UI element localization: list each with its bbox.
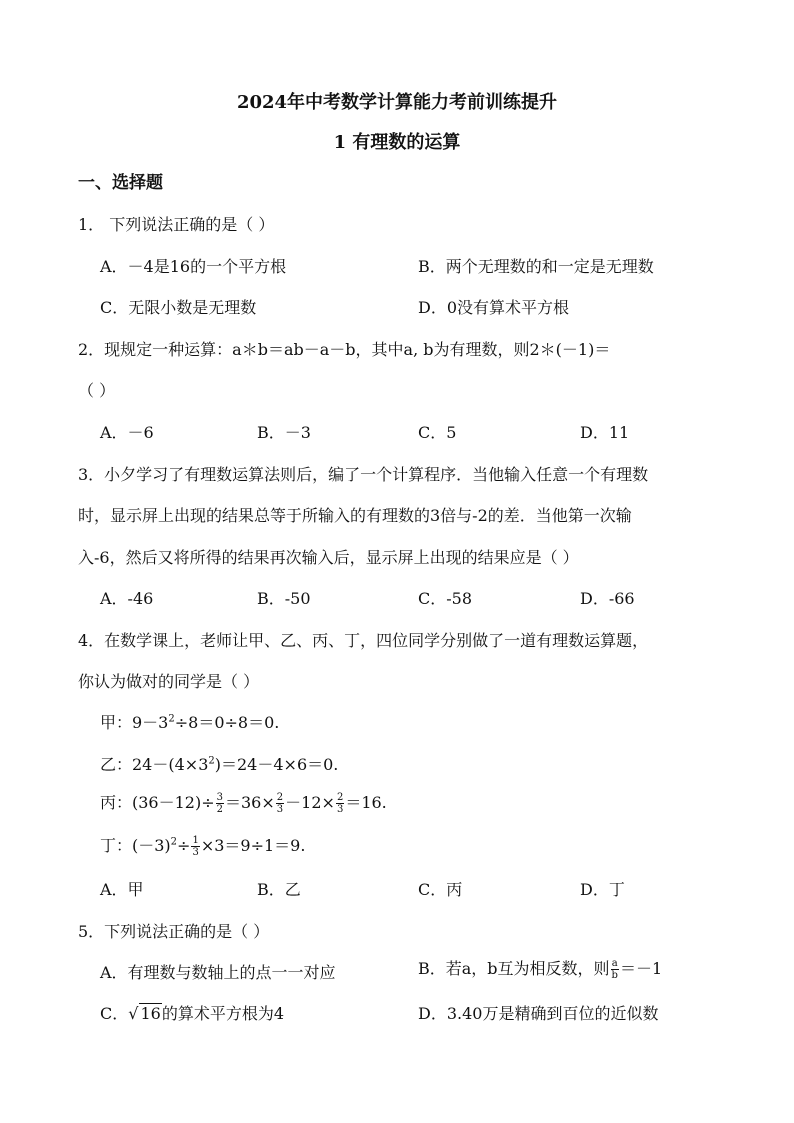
- q4-ding-fraction: [191, 835, 199, 858]
- q4-bing-mid-1: ＝36×: [225, 793, 275, 812]
- q5-option-b-end: ＝－1: [619, 959, 663, 978]
- q4-bing-fraction-2: [276, 792, 284, 815]
- q4-bing-prefix: 丙：(36－12)÷: [100, 793, 215, 812]
- sqrt-radical-icon: √: [128, 1004, 139, 1023]
- q5-option-b: [418, 956, 662, 981]
- q4-jia-expression: [100, 710, 279, 733]
- q2-option-b: B．－3: [257, 423, 311, 442]
- fraction-numerator: a: [611, 958, 618, 969]
- q2-option-a: A．－6: [100, 423, 154, 442]
- q4-option-a: A．甲: [100, 880, 144, 899]
- q4-bing-expression: [100, 790, 387, 815]
- page-subtitle: 1 有理数的运算: [333, 132, 461, 153]
- q4-bing-fraction-1: [216, 792, 224, 815]
- q4-jia-rest: ÷8＝0÷8＝0.: [174, 713, 280, 732]
- q4-yi-prefix: 乙：24－(4×3: [100, 755, 209, 774]
- q4-yi-exponent: 2: [208, 755, 215, 767]
- section-heading: 一、选择题: [78, 173, 163, 193]
- q4-option-b: B．乙: [257, 880, 301, 899]
- fraction-numerator: 2: [276, 792, 284, 803]
- q4-bing-mid-2: －12×: [285, 793, 335, 812]
- fraction-denominator: 3: [336, 804, 344, 815]
- q4-line-1: 4．在数学课上，老师让甲、乙、丙、丁，四位同学分别做了一道有理数运算题，: [78, 631, 649, 650]
- q5-option-c-end: 的算术平方根为4: [161, 1004, 284, 1023]
- q4-bing-end: ＝16.: [345, 793, 387, 812]
- fraction-numerator: 3: [216, 792, 223, 803]
- q1-option-a: A．－4是16的一个平方根: [100, 257, 287, 276]
- fraction-numerator: 2: [336, 792, 344, 803]
- fraction-denominator: 3: [192, 847, 199, 858]
- q3-option-c: C．-58: [418, 589, 473, 608]
- q4-bing-fraction-3: [336, 792, 344, 815]
- page-title: 2024年中考数学计算能力考前训练提升: [236, 92, 558, 113]
- q1-stem: 1． 下列说法正确的是（ ）: [78, 215, 275, 234]
- q4-ding-exponent: 2: [170, 836, 178, 848]
- q4-ding-expression: [100, 833, 305, 858]
- q5-option-b-fraction: [611, 958, 619, 981]
- q4-jia-exponent: 2: [168, 713, 175, 725]
- fraction-numerator: 1: [192, 835, 199, 846]
- q4-option-c: C．丙: [418, 880, 463, 899]
- q3-line-2: 时，显示屏上出现的结果总等于所输入的有理数的3倍与-2的差．当他第一次输: [78, 506, 632, 525]
- fraction-denominator: 2: [216, 804, 223, 815]
- q4-ding-end: ×3＝9÷1＝9.: [200, 836, 306, 855]
- q4-ding-divide: ÷: [177, 836, 191, 855]
- fraction-denominator: b: [611, 970, 618, 981]
- q2-option-d: D．11: [580, 423, 630, 442]
- q3-option-d: D．-66: [580, 589, 635, 608]
- q3-option-b: B．-50: [257, 589, 311, 608]
- q1-option-d: D．0没有算术平方根: [418, 298, 570, 317]
- q5-stem: 5．下列说法正确的是（ ）: [78, 922, 270, 941]
- q1-option-b: B．两个无理数的和一定是无理数: [418, 257, 654, 276]
- q5-option-a: A．有理数与数轴上的点一一对应: [100, 963, 336, 982]
- q3-line-1: 3．小夕学习了有理数运算法则后，编了一个计算程序．当他输入任意一个有理数: [78, 465, 649, 484]
- q1-option-c: C．无限小数是无理数: [100, 298, 257, 317]
- q5-option-c: [100, 1001, 284, 1024]
- q4-line-2: 你认为做对的同学是（ ）: [78, 672, 260, 691]
- q2-answer-paren: （ ）: [78, 381, 116, 400]
- fraction-denominator: 3: [276, 804, 284, 815]
- q4-jia-prefix: 甲：9－3: [100, 713, 169, 732]
- q4-ding-prefix: 丁：(－3): [100, 836, 171, 855]
- q4-yi-rest: )＝24－4×6＝0.: [214, 755, 339, 774]
- q2-option-c: C．5: [418, 423, 457, 442]
- q3-option-a: A．-46: [100, 589, 154, 608]
- q4-option-d: D．丁: [580, 880, 625, 899]
- q2-stem: 2．现规定一种运算：a＊b＝ab－a－b，其中a, b为有理数，则2＊(－1)＝: [78, 340, 611, 359]
- q5-option-d: D．3.40万是精确到百位的近似数: [418, 1004, 659, 1023]
- q4-yi-expression: [100, 752, 338, 775]
- q5-option-c-radicand: 16: [140, 1004, 161, 1023]
- q3-line-3: 入-6，然后又将所得的结果再次输入后，显示屏上出现的结果应是（ ）: [78, 548, 579, 567]
- q5-option-b-prefix: B．若a，b互为相反数，则: [418, 959, 610, 978]
- q5-option-c-prefix: C．: [100, 1004, 129, 1023]
